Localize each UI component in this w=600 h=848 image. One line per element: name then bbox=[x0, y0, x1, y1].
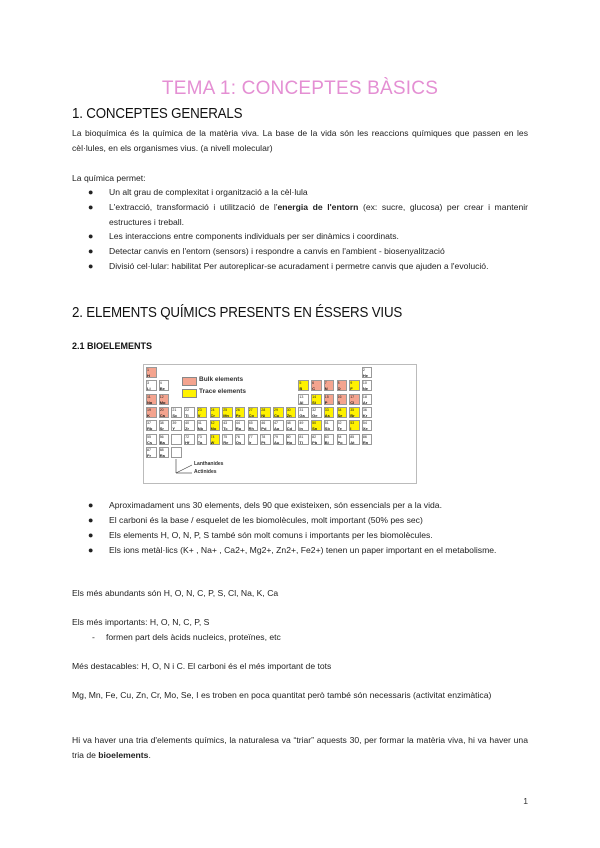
periodic-table-figure bbox=[143, 364, 417, 484]
element-cell: 7 N bbox=[324, 380, 335, 391]
element-cell: 4 Be bbox=[159, 380, 170, 391]
bullet-dot-icon: ● bbox=[88, 530, 94, 540]
element-cell: 36 Kr bbox=[362, 407, 373, 418]
element-cell: 18 Ar bbox=[362, 394, 373, 405]
element-cell: 75 Re bbox=[222, 434, 233, 445]
bulk-legend-swatch bbox=[182, 377, 197, 386]
bullet-dot-icon: ● bbox=[88, 500, 94, 510]
element-cell: 12 Mg bbox=[159, 394, 170, 405]
element-cell: 40 Zr bbox=[184, 420, 195, 431]
page-number: 1 bbox=[523, 796, 528, 806]
element-cell: 54 Xe bbox=[362, 420, 373, 431]
element-cell: 83 Bi bbox=[324, 434, 335, 445]
bullet-dot-icon: ● bbox=[88, 187, 94, 197]
element-cell: 10 Ne bbox=[362, 380, 373, 391]
element-cell: 41 Nb bbox=[197, 420, 208, 431]
bullet-dot-icon: ● bbox=[88, 515, 94, 525]
element-cell: 29 Cu bbox=[273, 407, 284, 418]
element-cell: 35 Br bbox=[349, 407, 360, 418]
element-cell: 33 As bbox=[324, 407, 335, 418]
element-cell: 39 Y bbox=[171, 420, 182, 431]
element-cell: 55 Cs bbox=[146, 434, 157, 445]
element-cell: 27 Co bbox=[248, 407, 259, 418]
element-cell: 17 Cl bbox=[349, 394, 360, 405]
element-cell: 16 S bbox=[337, 394, 348, 405]
highlight-line: Més destacables: H, O, N i C. El carboni és el més important de tots bbox=[72, 661, 332, 671]
element-cell: 76 Os bbox=[235, 434, 246, 445]
chemistry-allows-label: La química permet: bbox=[72, 173, 146, 183]
element-cell: 25 Mn bbox=[222, 407, 233, 418]
actinides-label: Actinides bbox=[194, 469, 217, 475]
element-cell: 8 O bbox=[337, 380, 348, 391]
lanthanides-label: Lanthanides bbox=[194, 461, 224, 467]
bullet-item: ● L'extracció, transformació i utilització de l'energia de l'entorn (ex: sucre, glucosa) per crear i mantenir estructures i treball. bbox=[88, 202, 528, 227]
intro-paragraph: La bioquímica és la química de la matèria viva. La base de la vida són les reaccions químiques que passen en les cèl·lules, en els organismes vius. (a nivell molecular) bbox=[72, 128, 528, 153]
trace-legend-label: Trace elements bbox=[199, 388, 246, 395]
element-cell: 74 W bbox=[210, 434, 221, 445]
bold-bioelements-term: bioelements bbox=[98, 750, 149, 760]
bullet-dot-icon: ● bbox=[88, 545, 94, 555]
element-cell: 88 Ra bbox=[159, 447, 170, 458]
trace-elements-paragraph: Mg, Mn, Fe, Cu, Zn, Cr, Mo, Se, I es troben en poca quantitat però també són necessaris (activitat enzimàtica) bbox=[72, 690, 492, 700]
element-cell: 20 Ca bbox=[159, 407, 170, 418]
bullet-dot-icon: ● bbox=[88, 246, 94, 256]
bullet-item: ● Els ions metàl·lics (K+ , Na+ , Ca2+, Mg2+, Zn2+, Fe2+) tenen un paper important en el metabolisme. bbox=[88, 543, 528, 558]
element-cell: 30 Zn bbox=[286, 407, 297, 418]
element-cell: 47 Ag bbox=[273, 420, 284, 431]
element-cell: 86 Rn bbox=[362, 434, 373, 445]
element-cell: 73 Ta bbox=[197, 434, 208, 445]
bold-energy-term: energia de l'entorn bbox=[277, 202, 359, 212]
element-cell: 50 Sn bbox=[311, 420, 322, 431]
bullet-item: ● Les interaccions entre components individuals per ser dinàmics i coordinats. bbox=[88, 229, 528, 244]
element-cell: 14 Si bbox=[311, 394, 322, 405]
element-cell: 80 Hg bbox=[286, 434, 297, 445]
trace-legend-swatch bbox=[182, 389, 197, 398]
element-cell: 87 Fr bbox=[146, 447, 157, 458]
element-cell: 5 B bbox=[298, 380, 309, 391]
element-cell: 24 Cr bbox=[210, 407, 221, 418]
dash-marker: - bbox=[92, 632, 95, 642]
element-cell: 56 Ba bbox=[159, 434, 170, 445]
important-dash-item: formen part dels àcids nucleics, proteïnes, etc bbox=[106, 632, 281, 642]
element-cell: 34 Se bbox=[337, 407, 348, 418]
abundant-elements-line: Els més abundants són H, O, N, C, P, S, Cl, Na, K, Ca bbox=[72, 588, 279, 598]
element-cell: 9 F bbox=[349, 380, 360, 391]
element-cell: 81 Tl bbox=[298, 434, 309, 445]
element-cell: 77 Ir bbox=[248, 434, 259, 445]
important-elements-line: Els més importants: H, O, N, C, P, S bbox=[72, 617, 210, 627]
element-cell: 79 Au bbox=[273, 434, 284, 445]
element-cell: 28 Ni bbox=[260, 407, 271, 418]
element-cell: 3 Li bbox=[146, 380, 157, 391]
element-cell: 46 Pd bbox=[260, 420, 271, 431]
element-cell: 38 Sr bbox=[159, 420, 170, 431]
section-1-heading: 1. CONCEPTES GENERALS bbox=[72, 106, 243, 122]
element-cell: 49 In bbox=[298, 420, 309, 431]
page-title: TEMA 1: CONCEPTES BÀSICS bbox=[161, 78, 439, 99]
element-cell: 52 Te bbox=[337, 420, 348, 431]
element-cell bbox=[171, 434, 182, 445]
element-cell: 26 Fe bbox=[235, 407, 246, 418]
lanthanide-pointer-lines bbox=[174, 459, 194, 479]
element-cell: 82 Pb bbox=[311, 434, 322, 445]
bullet-item: ● El carboni és la base / esquelet de les biomolècules, molt important (50% pes sec) bbox=[88, 513, 528, 528]
element-cell: 2 He bbox=[362, 367, 373, 378]
bullet-dot-icon: ● bbox=[88, 231, 94, 241]
element-cell: 23 V bbox=[197, 407, 208, 418]
element-cell: 53 I bbox=[349, 420, 360, 431]
element-cell: 11 Na bbox=[146, 394, 157, 405]
element-cell: 72 Hf bbox=[184, 434, 195, 445]
element-cell: 78 Pt bbox=[260, 434, 271, 445]
bioelements-choice-paragraph: Hi va haver una tria d'elements químics, la naturalesa va “triar” aquests 30, per formar la matèria viva, hi va haver una tria de bioelements. bbox=[72, 735, 528, 760]
element-cell: 42 Mo bbox=[210, 420, 221, 431]
subsection-heading: 2.1 BIOELEMENTS bbox=[72, 341, 153, 351]
bullet-item: ● Els elements H, O, N, P, S també són molt comuns i importants per les biomolècules. bbox=[88, 528, 528, 543]
element-cell: 45 Rh bbox=[248, 420, 259, 431]
element-cell: 15 P bbox=[324, 394, 335, 405]
element-cell: 48 Cd bbox=[286, 420, 297, 431]
element-cell bbox=[171, 447, 182, 458]
element-cell: 43 Tc bbox=[222, 420, 233, 431]
element-cell: 13 Al bbox=[298, 394, 309, 405]
element-cell: 6 C bbox=[311, 380, 322, 391]
element-cell: 44 Ru bbox=[235, 420, 246, 431]
element-cell: 1 H bbox=[146, 367, 157, 378]
bullet-item: ● Detectar canvis en l'entorn (sensors) i respondre a canvis en l'ambient - biosenyalització bbox=[88, 244, 528, 259]
bulk-legend-label: Bulk elements bbox=[199, 376, 244, 383]
element-cell: 84 Po bbox=[337, 434, 348, 445]
element-cell: 22 Ti bbox=[184, 407, 195, 418]
element-cell: 31 Ga bbox=[298, 407, 309, 418]
element-cell: 32 Ge bbox=[311, 407, 322, 418]
element-cell: 37 Rb bbox=[146, 420, 157, 431]
bullet-item: ● Divisió cel·lular: habilitat Per autoreplicar-se acuradament i permetre canvis que ajuden a l'evolució. bbox=[88, 259, 528, 274]
element-cell: 21 Sc bbox=[171, 407, 182, 418]
section-2-heading: 2. ELEMENTS QUÍMICS PRESENTS EN ÉSSERS VIUS bbox=[72, 305, 403, 321]
element-cell: 51 Sb bbox=[324, 420, 335, 431]
bullet-item: ● Un alt grau de complexitat i organització a la cèl·lula bbox=[88, 185, 528, 200]
bullet-dot-icon: ● bbox=[88, 202, 94, 212]
element-cell: 19 K bbox=[146, 407, 157, 418]
bullet-item: ● Aproximadament uns 30 elements, dels 90 que existeixen, són essencials per a la vida. bbox=[88, 498, 528, 513]
element-cell: 85 At bbox=[349, 434, 360, 445]
bullet-dot-icon: ● bbox=[88, 261, 94, 271]
